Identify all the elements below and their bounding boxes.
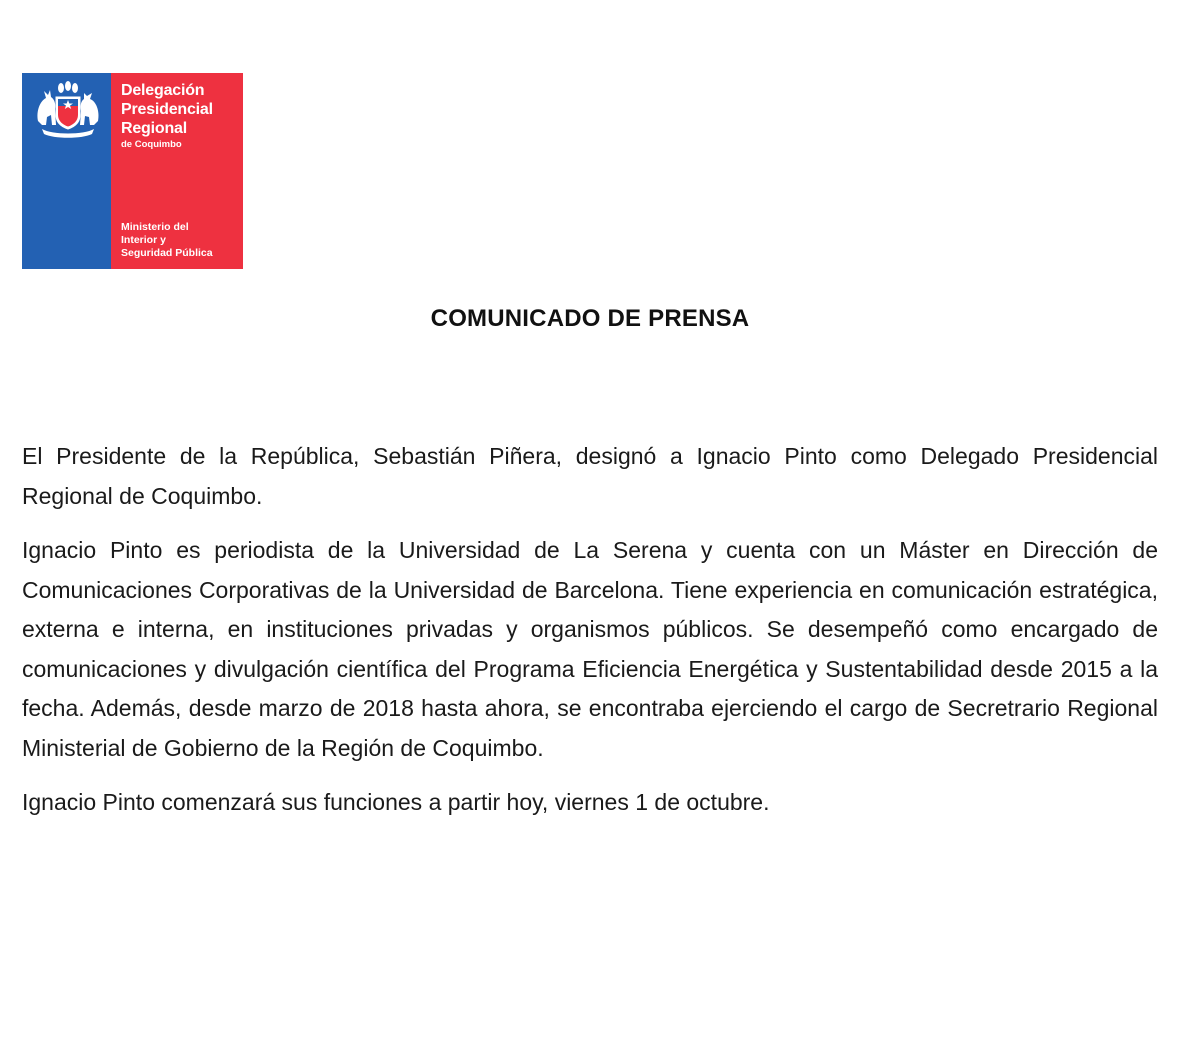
logo-title [121,81,213,138]
logo-title-line: Presidencial [121,101,213,118]
press-release-body [22,437,1158,838]
coat-of-arms-icon [32,81,104,141]
logo-ministry-line: Ministerio del [121,221,189,233]
logo-title-line: Regional [121,120,187,137]
logo-subtitle: de Coquimbo [121,139,182,150]
logo-ministry [121,221,213,260]
logo-ministry-line: Interior y [121,234,166,246]
body-paragraph: Ignacio Pinto comenzará sus funciones a partir hoy, viernes 1 de octubre. [22,789,770,815]
body-paragraph: El Presidente de la República, Sebastián Piñera, designó a Ignacio Pinto como Delegado Presidencial Regional de Coquimbo. [22,443,1158,509]
delegacion-logo [22,73,243,269]
press-release-heading: COMUNICADO DE PRENSA [430,305,750,332]
logo-red-panel [111,73,243,269]
body-paragraph: Ignacio Pinto es periodista de la Universidad de La Serena y cuenta con un Máster en Dirección de Comunicaciones Corporativas de la Universidad de Barcelona. Tiene experiencia en comunicación estratégica, externa e interna, en instituciones privadas y organismos públicos. Se desempeñó como encargado de comunicaciones y divulgación científica del Programa Eficiencia Energética y Sustentabilidad desde 2015 a la fecha. Además, desde marzo de 2018 hasta ahora, se encontraba ejerciendo el cargo de Secretrario Regional Ministerial de Gobierno de la Región de Coquimbo. [22,537,1158,761]
logo-ministry-line: Seguridad Pública [121,247,213,259]
logo-title-line: Delegación [121,82,205,99]
logo-blue-panel [22,73,111,269]
